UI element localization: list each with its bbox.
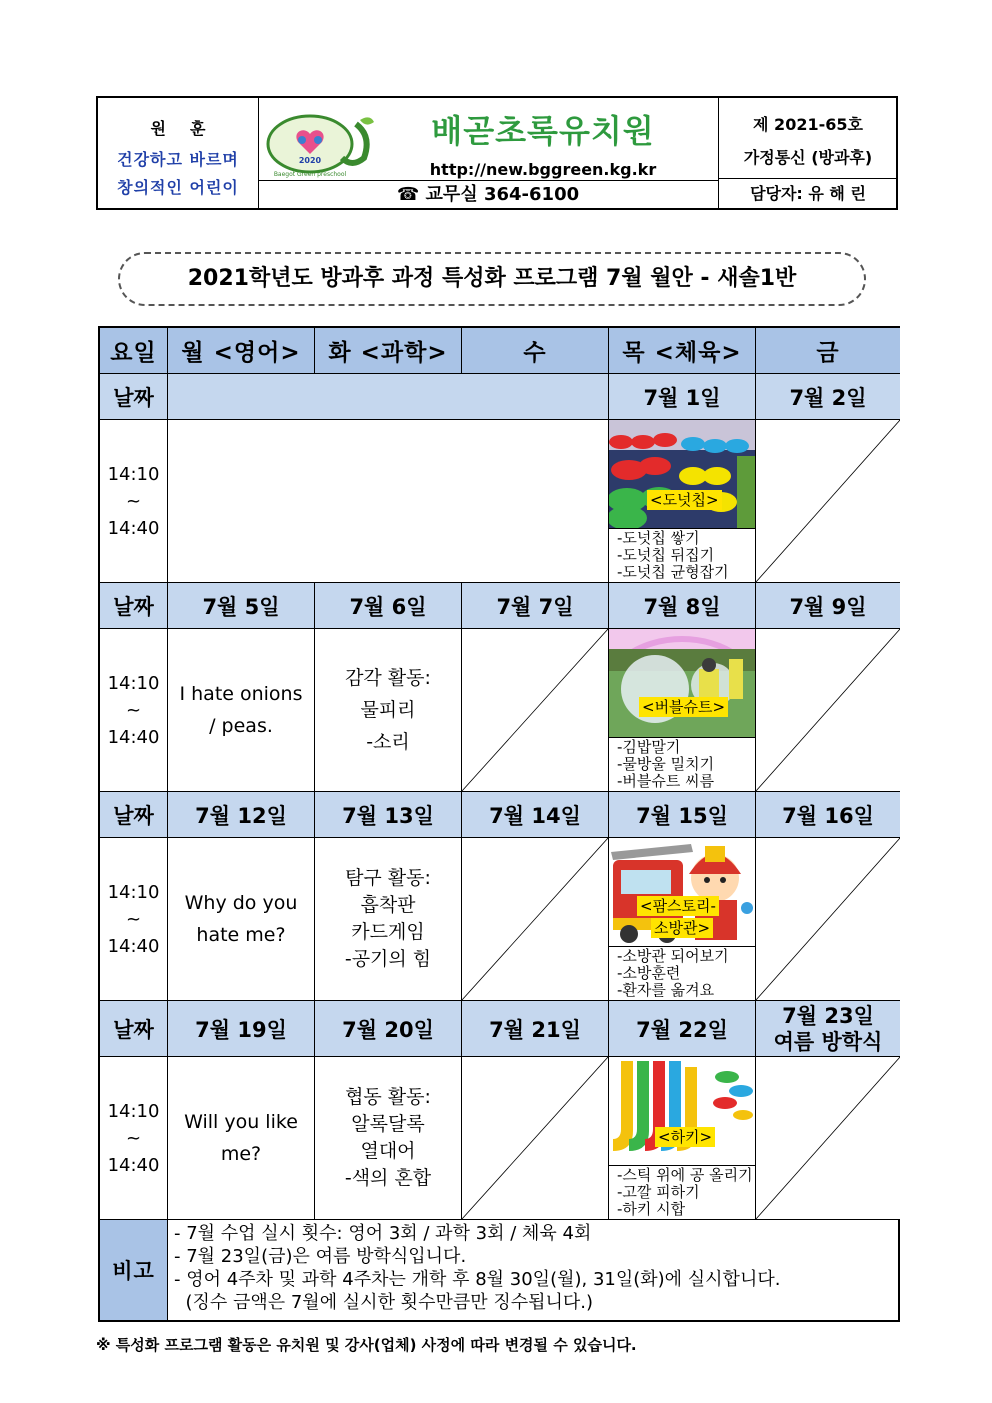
empty-activity-cell [168, 420, 609, 583]
footnote: ※ 특성화 프로그램 활동은 유치원 및 강사(업체) 사정에 따라 변경될 수 있습니다. [96, 1336, 637, 1354]
time-cell [100, 1057, 168, 1220]
date-thu: 7월 15일 [609, 792, 756, 838]
pe-label: <하키> [655, 1127, 715, 1147]
pe-label: <도넛칩> [647, 490, 722, 510]
date-mon: 7월 19일 [168, 1001, 315, 1057]
time-end: 14:40 [107, 1154, 160, 1176]
date-tue: 7월 13일 [315, 792, 462, 838]
date-fri-vacation [756, 1001, 900, 1057]
date-thu: 7월 1일 [609, 374, 756, 420]
motto-cell [98, 98, 259, 208]
remarks-cell [168, 1220, 900, 1320]
pe-item: -스틱 위에 공 올리기 [617, 1166, 753, 1184]
issue-number: 제 2021-65호 [753, 115, 863, 134]
time-sep: ~ [125, 1127, 142, 1149]
science-activity: 협동 활동: 알록달록 열대어 -색의 혼합 [315, 1057, 462, 1220]
header-box [96, 96, 898, 210]
date-fri: 7월 16일 [756, 792, 900, 838]
motto-title: 원훈 [150, 119, 230, 138]
date-cell-empty [168, 374, 609, 420]
motto-line-2: 창의적인 어린이 [117, 178, 239, 197]
pe-item: -도넛칩 뒤집기 [617, 546, 715, 564]
pe-activity-cell [609, 420, 756, 583]
date-mon: 7월 12일 [168, 792, 315, 838]
time-sep: ~ [125, 908, 142, 930]
pe-item: -도넛칩 균형잡기 [617, 563, 729, 581]
date-label: 날짜 [100, 374, 168, 420]
date-wed: 7월 14일 [462, 792, 609, 838]
pe-activity-list [617, 739, 714, 790]
no-class-cell [462, 1057, 609, 1220]
header-mon: 월 <영어> [168, 328, 315, 374]
time-end: 14:40 [107, 935, 160, 957]
time-start: 14:10 [107, 881, 160, 903]
pe-activity-cell [609, 838, 756, 1001]
time-end: 14:40 [107, 517, 160, 539]
page-title: 2021학년도 방과후 과정 특성화 프로그램 7월 월안 - 새솔1반 [118, 252, 866, 306]
pe-activity-cell [609, 1057, 756, 1220]
date-fri: 7월 2일 [756, 374, 900, 420]
remark-line: - 7월 23일(금)은 여름 방학식입니다. [174, 1246, 467, 1267]
remarks-label: 비고 [100, 1220, 168, 1320]
no-class-cell [462, 838, 609, 1001]
pe-label-line1: <팜스토리- [637, 896, 719, 916]
date-tue: 7월 20일 [315, 1001, 462, 1057]
motto-line-1: 건강하고 바르며 [117, 150, 239, 169]
remark-line: - 영어 4주차 및 과학 4주차는 개학 후 8월 30일(월), 31일(화)에 실시합니다. [174, 1269, 781, 1290]
time-sep: ~ [125, 490, 142, 512]
hockey-photo [609, 1057, 755, 1166]
header-day: 요일 [100, 328, 168, 374]
issue-cell [718, 98, 897, 208]
date-mon: 7월 5일 [168, 583, 315, 629]
notice-kind: 가정통신 (방과후) [743, 148, 873, 167]
pe-label: <버블슈트> [639, 697, 728, 717]
no-class-cell [756, 629, 900, 792]
date-thu: 7월 22일 [609, 1001, 756, 1057]
time-sep: ~ [125, 699, 142, 721]
pe-item: -환자를 옮겨요 [617, 981, 715, 999]
science-activity: 감각 활동: 물피리 -소리 [315, 629, 462, 792]
date-fri: 7월 23일 [782, 1003, 874, 1028]
school-name: 배곧초록유치원 [431, 112, 655, 150]
pe-item: -소방훈련 [617, 964, 681, 982]
pe-activity-list [617, 530, 729, 581]
no-class-cell [462, 629, 609, 792]
time-cell [100, 420, 168, 583]
english-activity: Will you like me? [168, 1057, 315, 1220]
pe-activity-cell [609, 629, 756, 792]
no-class-cell [756, 838, 900, 1001]
date-label: 날짜 [100, 583, 168, 629]
logo-caption: Baegot Green preschool [273, 171, 347, 178]
school-cell [258, 98, 718, 208]
pe-item: -고깔 피하기 [617, 1183, 700, 1201]
schedule-table [98, 326, 900, 1322]
teacher-in-charge: 담당자: 유 해 린 [719, 178, 897, 209]
school-logo [264, 110, 376, 178]
remark-line: - 7월 수업 실시 횟수: 영어 3회 / 과학 3회 / 체육 4회 [174, 1223, 592, 1244]
pe-item: -소방관 되어보기 [617, 947, 729, 965]
remark-line: (징수 금액은 7월에 실시한 횟수만큼만 징수됩니다.) [174, 1292, 594, 1313]
pe-item: -물방울 밀치기 [617, 755, 715, 773]
time-start: 14:10 [107, 463, 160, 485]
date-label: 날짜 [100, 792, 168, 838]
pe-item: -버블슈트 씨름 [617, 772, 715, 790]
time-start: 14:10 [107, 672, 160, 694]
pe-item: -김밥말기 [617, 738, 681, 756]
vacation-ceremony-note: 여름 방학식 [773, 1029, 883, 1054]
science-activity: 탐구 활동: 흡착판 카드게임 -공기의 힘 [315, 838, 462, 1001]
date-label: 날짜 [100, 1001, 168, 1057]
school-url[interactable]: http://new.bggreen.kg.kr [429, 160, 657, 179]
date-thu: 7월 8일 [609, 583, 756, 629]
time-end: 14:40 [107, 726, 160, 748]
no-class-cell [756, 1057, 900, 1220]
firefighter-photo [609, 838, 755, 947]
pe-label-line2: 소방관> [651, 918, 713, 938]
logo-year: 2020 [298, 156, 322, 165]
date-wed: 7월 21일 [462, 1001, 609, 1057]
header-thu: 목 <체육> [609, 328, 756, 374]
date-wed: 7월 7일 [462, 583, 609, 629]
pe-item: -도넛칩 쌓기 [617, 529, 700, 547]
remarks-text [174, 1222, 780, 1314]
english-activity: Why do you hate me? [168, 838, 315, 1001]
header-fri: 금 [756, 328, 900, 374]
pe-activity-list [617, 1167, 753, 1218]
header-tue: 화 <과학> [315, 328, 462, 374]
pe-activity-list [617, 948, 729, 999]
time-cell [100, 838, 168, 1001]
date-tue: 7월 6일 [315, 583, 462, 629]
time-start: 14:10 [107, 1100, 160, 1122]
time-cell [100, 629, 168, 792]
phone-number: ☎ 교무실 364-6100 [258, 180, 718, 209]
date-fri: 7월 9일 [756, 583, 900, 629]
english-activity: I hate onions / peas. [168, 629, 315, 792]
pe-item: -하키 시합 [617, 1200, 686, 1218]
donut-chip-photo [609, 420, 755, 529]
no-class-cell [756, 420, 900, 583]
bubble-suit-photo [609, 629, 755, 738]
header-wed: 수 [462, 328, 609, 374]
